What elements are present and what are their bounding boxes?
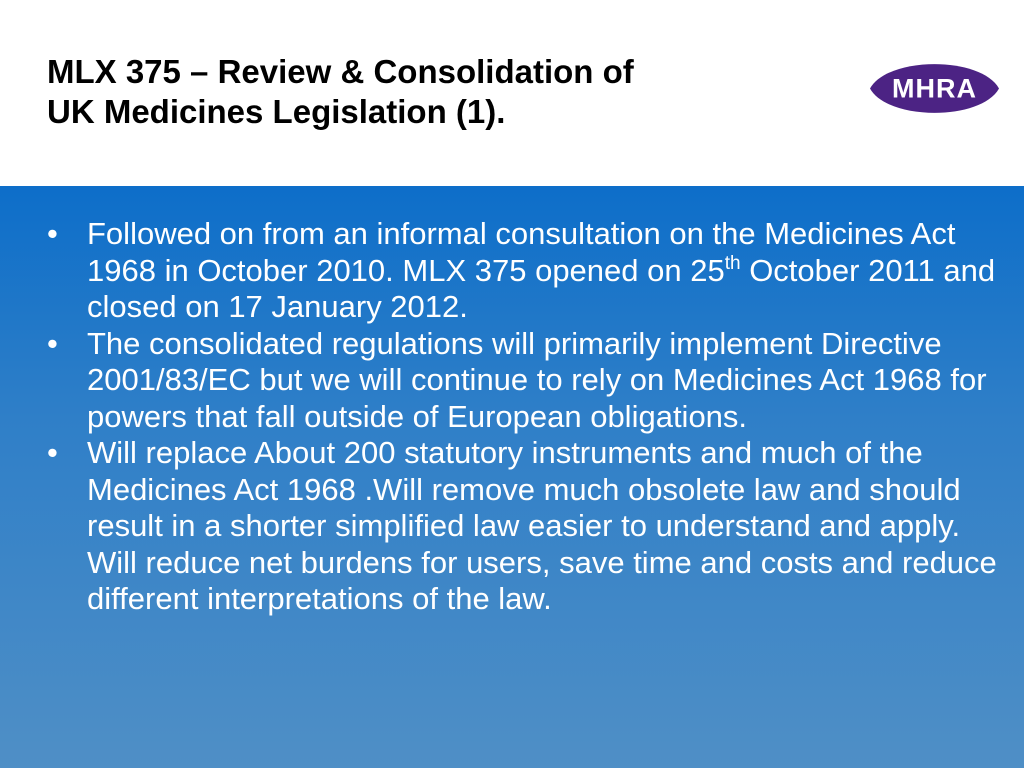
- ordinal-suffix: th: [724, 252, 741, 274]
- bullet-item-3: [47, 435, 997, 618]
- title-line-2: UK Medicines Legislation (1).: [47, 93, 506, 130]
- bullet-text-3: Will replace About 200 statutory instruments and much of the Medicines Act 1968 .Will remove much obsolete law and should result in a shorter simplified law easier to understand and apply. Will reduce net burdens for users, save time and costs and reduce different interpretations of the law.: [87, 435, 997, 616]
- mhra-logo: [866, 50, 1003, 127]
- mhra-logo-text: MHRA: [892, 73, 977, 104]
- bullet-list: [47, 216, 997, 618]
- content-panel: [0, 186, 1024, 768]
- bullet-marker: •: [47, 435, 58, 470]
- bullet-text-1a: Followed on from an informal consultation on the Medicines Act 1968 in October 2010. MLX 375 opened on 25: [87, 216, 956, 288]
- bullet-marker: •: [47, 216, 58, 251]
- slide-title: [47, 52, 827, 132]
- slide-header: [0, 0, 1024, 186]
- bullet-item-2: [47, 326, 997, 436]
- bullet-text-2: The consolidated regulations will primarily implement Directive 2001/83/EC but we will continue to rely on Medicines Act 1968 for powers that fall outside of European obligations.: [87, 325, 987, 434]
- title-line-1: MLX 375 – Review & Consolidation of: [47, 53, 634, 90]
- bullet-marker: •: [47, 325, 58, 361]
- bullet-item-1: [47, 216, 997, 326]
- bullet-text-1b: October 2011 and closed on 17 January 2012.: [87, 252, 996, 324]
